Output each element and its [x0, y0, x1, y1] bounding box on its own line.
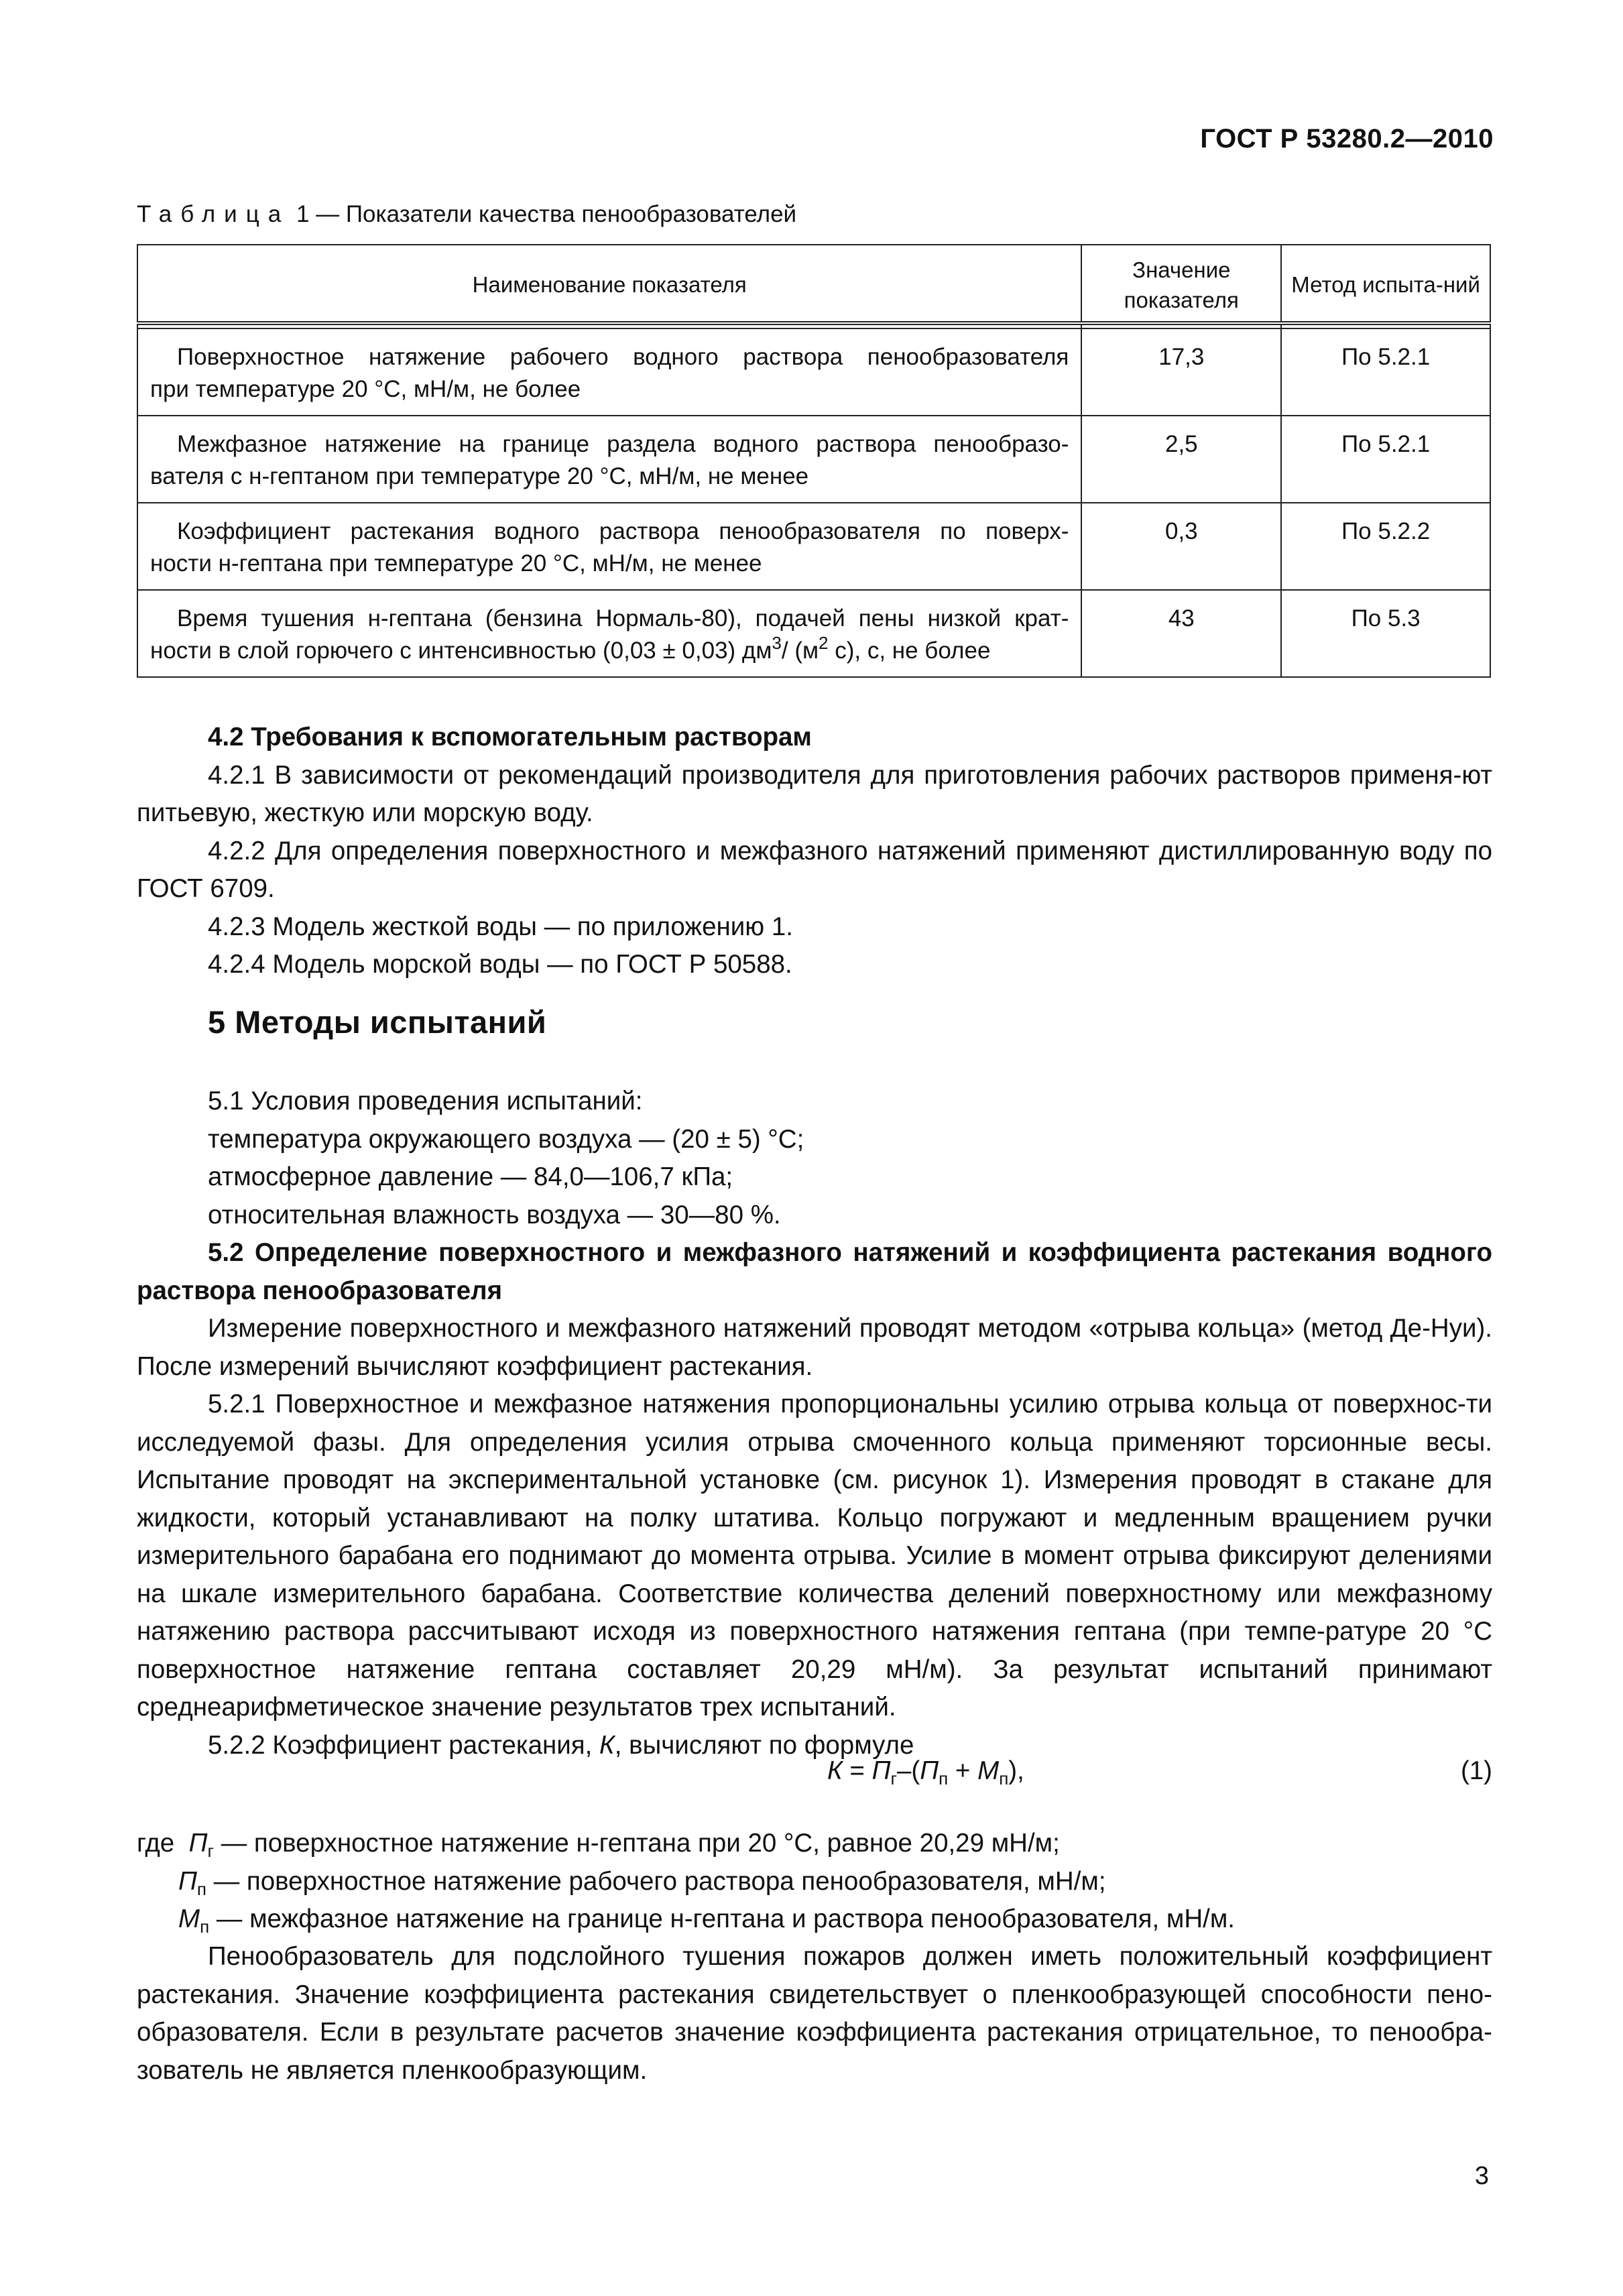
- paragraph-4-2-1: 4.2.1 В зависимости от рекомендаций производителя для приготовления рабочих растворов применя-ют питьевую, жесткую или морскую воду.: [137, 760, 1492, 827]
- section-5-title: 5 Методы испытаний: [208, 1004, 547, 1040]
- formula-number: (1): [1460, 1756, 1492, 1785]
- row-name-line: Коэффициент растекания водного раствора пенообразователя по поверх-: [177, 518, 1069, 544]
- legend-text: — межфазное натяжение на границе н-гептана и раствора пенообразователя, мН/м.: [209, 1905, 1236, 1933]
- quality-indicators-table: [137, 244, 1491, 678]
- formula-symbol: К: [827, 1756, 843, 1785]
- page-number: 3: [1474, 2162, 1489, 2190]
- condition-pressure: атмосферное давление — 84,0—106,7 кПа;: [208, 1162, 733, 1191]
- formula-legend: [137, 1825, 1492, 1939]
- final-section: [137, 1938, 1492, 2090]
- formula-symbol: П: [871, 1756, 891, 1785]
- row-name-line: вателя с н-гептаном при температуре 20 °С, мН/м, не менее: [150, 463, 809, 489]
- formula-1: [137, 1756, 1492, 1797]
- legend-symbol: П: [178, 1866, 197, 1896]
- final-paragraph: Пенообразователь для подслойного тушения пожаров должен иметь положительный коэффициент растекания. Значение коэффициента растекания свидетельствует о пленкообразующей способности пено-образователя. Если в результате расчетов значение коэффициента растекания отрицательное, то пенообра-зователь не является пленкообразующим.: [137, 1942, 1492, 2085]
- row-name-line: ности н-гептана при температуре 20 °С, мН/м, не менее: [150, 550, 762, 577]
- table-row: [137, 416, 1490, 503]
- paragraph-4-2-3: 4.2.3 Модель жесткой воды — по приложению 1.: [208, 912, 793, 941]
- row-method: По 5.2.2: [1281, 503, 1490, 590]
- legend-line: [137, 1900, 1492, 1939]
- table-row: [137, 328, 1490, 416]
- row-method: По 5.3: [1281, 590, 1490, 677]
- text-part: 5.2.2 Коэффициент растекания,: [208, 1730, 600, 1760]
- row-name-cell: [137, 503, 1081, 590]
- paragraph-5-2-1: 5.2.1 Поверхностное и межфазное натяжения пропорциональны усилию отрыва кольца от поверхнос-ти исследуемой фазы. Для определения усилия отрыва смоченного кольца применяют торсионные весы. Испытание проводят на экспериментальной установке (см. рисунок 1). Измерения проводят в стакане для жидкости, который устанавливают на полку штатива. Кольцо погружают и медленным вращением ручки измерительного барабана его поднимают до момента отрыва. Усилие в момент отрыва фиксируют делениями на шкале измерительного барабана. Соответствие количества делений поверхностному или межфазному натяжению раствора рассчитывают исходя из поверхностного натяжения гептана (при темпе-ратуре 20 °С поверхностное натяжение гептана составляет 20,29 мН/м). За результат испытаний принимают среднеарифметическое значение результатов трех испытаний.: [137, 1390, 1492, 1721]
- formula-symbol: П: [920, 1756, 939, 1785]
- legend-text: — поверхностное натяжение рабочего раствора пенообразователя, мН/м;: [206, 1866, 1106, 1896]
- formula-symbol: М: [977, 1756, 1000, 1785]
- superscript: 2: [819, 633, 829, 653]
- table-row: [137, 590, 1490, 677]
- row-name-line: Время тушения н-гептана (бензина Нормаль-80), подачей пены низкой крат-: [177, 605, 1069, 631]
- row-name-cell: [137, 590, 1081, 677]
- formula-sub: п: [939, 1768, 949, 1789]
- row-name-line: Межфазное натяжение на границе раздела водного раствора пенообразо-: [177, 431, 1069, 457]
- formula-op: –(: [896, 1756, 920, 1785]
- table-header-row: [137, 245, 1490, 323]
- row-value: 2,5: [1081, 416, 1281, 503]
- paragraph-4-2-4: 4.2.4 Модель морской воды — по ГОСТ Р 50588.: [208, 950, 792, 979]
- row-name-line: Поверхностное натяжение рабочего водного раствора пенообразователя: [177, 344, 1069, 370]
- paragraph-5-2: Измерение поверхностного и межфазного натяжений проводят методом «отрыва кольца» (метод Де-Нуи). После измерений вычисляют коэффициент растекания.: [137, 1314, 1492, 1381]
- legend-symbol: П: [188, 1829, 208, 1858]
- row-method: По 5.2.1: [1281, 416, 1490, 503]
- formula-op: =: [842, 1756, 872, 1785]
- legend-line: [137, 1825, 1492, 1863]
- legend-line: [137, 1863, 1492, 1901]
- table-caption-word: Таблица: [137, 201, 290, 227]
- formula-op: ),: [1008, 1756, 1024, 1785]
- condition-humidity: относительная влажность воздуха — 30—80 %.: [208, 1200, 781, 1229]
- paragraph-4-2-2: 4.2.2 Для определения поверхностного и межфазного натяжений применяют дистиллированную воду по ГОСТ 6709.: [137, 836, 1492, 903]
- document-code: ГОСТ Р 53280.2—2010: [1200, 124, 1494, 154]
- row-value: 17,3: [1081, 328, 1281, 416]
- header-method: Метод испыта-ний: [1281, 245, 1490, 323]
- legend-text: — поверхностное натяжение н-гептана при 20 °С, равное 20,29 мН/м;: [214, 1829, 1060, 1858]
- header-value: Значение показателя: [1081, 245, 1281, 323]
- formula-sub: п: [999, 1768, 1009, 1789]
- text-part: , вычисляют по формуле: [614, 1730, 914, 1760]
- legend-symbol: М: [178, 1905, 200, 1933]
- section-4-2: [137, 719, 1492, 984]
- table-caption-text: 1 — Показатели качества пенообразователей: [296, 201, 797, 227]
- header-name: Наименование показателя: [137, 245, 1081, 323]
- row-name-cell: [137, 328, 1081, 416]
- row-value: 43: [1081, 590, 1281, 677]
- row-name-part: с), с, не более: [828, 638, 991, 664]
- symbol-k: К: [599, 1730, 615, 1760]
- section-5-2-title: 5.2 Определение поверхностного и межфазного натяжений и коэффициента растекания водного раствора пенообразователя: [137, 1238, 1492, 1305]
- legend-label: где: [137, 1829, 175, 1858]
- row-value: 0,3: [1081, 503, 1281, 590]
- paragraph-5-1: 5.1 Условия проведения испытаний:: [208, 1087, 643, 1115]
- table-row: [137, 503, 1490, 590]
- legend-sub: п: [196, 1878, 206, 1899]
- legend-sub: п: [200, 1917, 210, 1937]
- section-4-2-title: 4.2 Требования к вспомогательным растворам: [208, 723, 812, 751]
- table-caption: [137, 201, 796, 228]
- row-method: По 5.2.1: [1281, 328, 1490, 416]
- formula-sub: г: [890, 1768, 897, 1789]
- legend-sub: г: [207, 1841, 214, 1861]
- superscript: 3: [772, 633, 782, 653]
- row-name-part: ности в слой горючего с интенсивностью (0,03 ± 0,03) дм: [150, 638, 772, 664]
- formula-op: +: [948, 1756, 978, 1785]
- section-5: [137, 1083, 1492, 1764]
- row-name-line: при температуре 20 °С, мН/м, не более: [150, 376, 581, 402]
- row-name-part: / (м: [781, 638, 819, 664]
- row-name-line: [150, 633, 991, 664]
- condition-temperature: температура окружающего воздуха — (20 ± 5) °С;: [208, 1124, 804, 1154]
- formula-expression: [827, 1756, 1024, 1789]
- header-separator: [137, 323, 1490, 328]
- row-name-cell: [137, 416, 1081, 503]
